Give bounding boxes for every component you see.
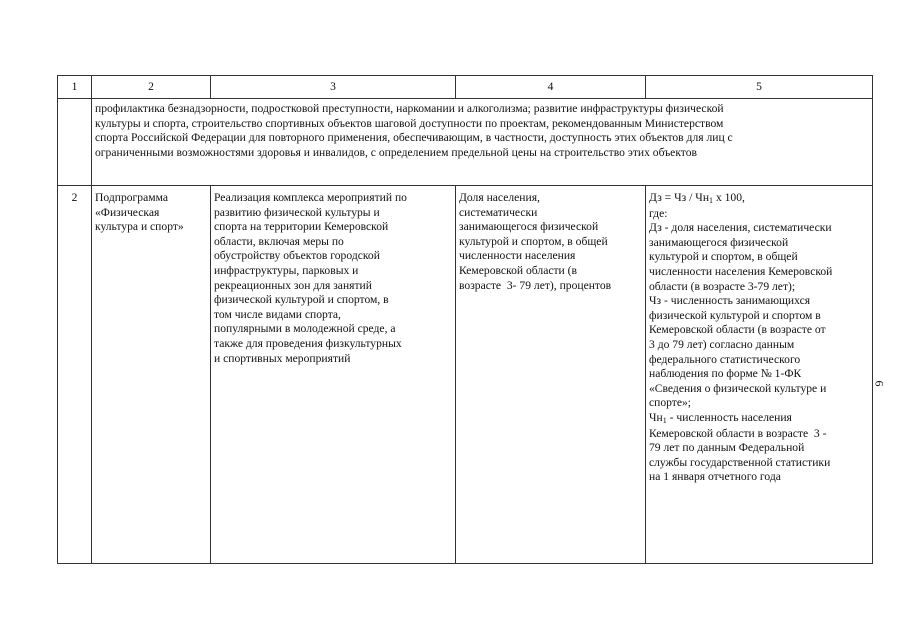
text-line: Реализация комплекса мероприятий по [214, 191, 407, 204]
row-number: 2 [58, 186, 92, 564]
text-line: 79 лет по данным Федеральной [649, 441, 805, 455]
text-line: культурой и спортом, в общей [459, 234, 608, 248]
text-line: культуры и спорта, строительство спортивных объектов шаговой доступности по проектам, рекомендованным Министерством [95, 116, 724, 130]
indicator-cell [456, 186, 646, 564]
header-cell-1: 1 [58, 76, 92, 99]
table-header-row [58, 76, 873, 99]
header-cell-5: 5 [646, 76, 873, 99]
text-line: области (в возрасте 3-79 лет); [649, 279, 796, 293]
text-line: Кемеровской области (в [459, 263, 577, 277]
page-number: 6 [872, 380, 887, 387]
text-line: спорте»; [649, 396, 692, 410]
text-line: возрасте 3- 79 лет), процентов [459, 278, 612, 292]
chn-definition-line: $Чн_1$ - численность населения [649, 410, 792, 425]
text-line: обустройству объектов городской [214, 249, 380, 263]
text-line: популярными в молодежной среде, а [214, 322, 396, 336]
text-line: на 1 января отчетного года [649, 470, 781, 484]
text-line: Кемеровской области (в возрасте от [649, 323, 826, 337]
header-cell-2: 2 [92, 76, 211, 99]
text-line: численности населения Кемеровской [649, 264, 833, 278]
method-cell [646, 186, 873, 564]
text-line: «Физическая [95, 205, 160, 219]
table-row [58, 99, 873, 186]
measure-cell [211, 186, 456, 564]
formula-line: Дз = Чз / $Чн_1$ x 100, [649, 191, 745, 205]
program-cell [92, 186, 211, 564]
text-line: систематически [459, 205, 538, 219]
text-line: численности населения [459, 249, 576, 263]
text-line: федерального статистического [649, 352, 801, 366]
text-line: физической культурой и спортом, в [214, 293, 389, 307]
text-line: рекреационных зон для занятий [214, 278, 372, 292]
text-line: Доля населения, [459, 191, 540, 204]
text-line: области, включая меры по [214, 234, 344, 248]
header-cell-4: 4 [456, 76, 646, 99]
text-line: занимающегося физической [459, 220, 599, 234]
text-line: спорта на территории Кемеровской [214, 220, 389, 234]
text-line: Чз - численность занимающихся [649, 294, 811, 308]
text-line: спорта Российской Федерации для повторного применения, обеспечивающим, в частности, доступность этих объектов для лиц с [95, 131, 733, 145]
text-line: профилактика безнадзорности, подростковой преступности, наркомании и алкоголизма; развитие инфраструктуры физической [95, 102, 724, 115]
empty-number-cell [58, 99, 92, 186]
text-line: службы государственной статистики [649, 455, 831, 469]
text-line: Подпрограмма [95, 191, 168, 204]
text-line: Дз - доля населения, систематически [649, 221, 832, 235]
text-line: занимающегося физической [649, 235, 789, 249]
text-line: культурой и спортом, в общей [649, 250, 798, 264]
text-line: «Сведения о физической культуре и [649, 381, 827, 395]
text-line: наблюдения по форме № 1-ФК [649, 367, 802, 381]
text-line: физической культурой и спортом в [649, 308, 821, 322]
text-line: развитию физической культуры и [214, 205, 380, 219]
text-line: культура и спорт» [95, 220, 184, 234]
text-line: ограниченными возможностями здоровья и инвалидов, с определением предельной цены на строительство этих объектов [95, 145, 697, 159]
header-cell-3: 3 [211, 76, 456, 99]
table-row [58, 186, 873, 564]
text-line: также для проведения физкультурных [214, 336, 402, 350]
text-line: и спортивных мероприятий [214, 351, 351, 365]
text-line: том числе видами спорта, [214, 307, 341, 321]
text-line: инфраструктуры, парковых и [214, 263, 359, 277]
text-line: 3 до 79 лет) согласно данным [649, 337, 795, 351]
text-line: где: [649, 206, 668, 220]
spanning-text-cell [92, 99, 873, 186]
text-line: Кемеровской области в возрасте 3 - [649, 426, 827, 440]
indicators-table [57, 75, 873, 564]
